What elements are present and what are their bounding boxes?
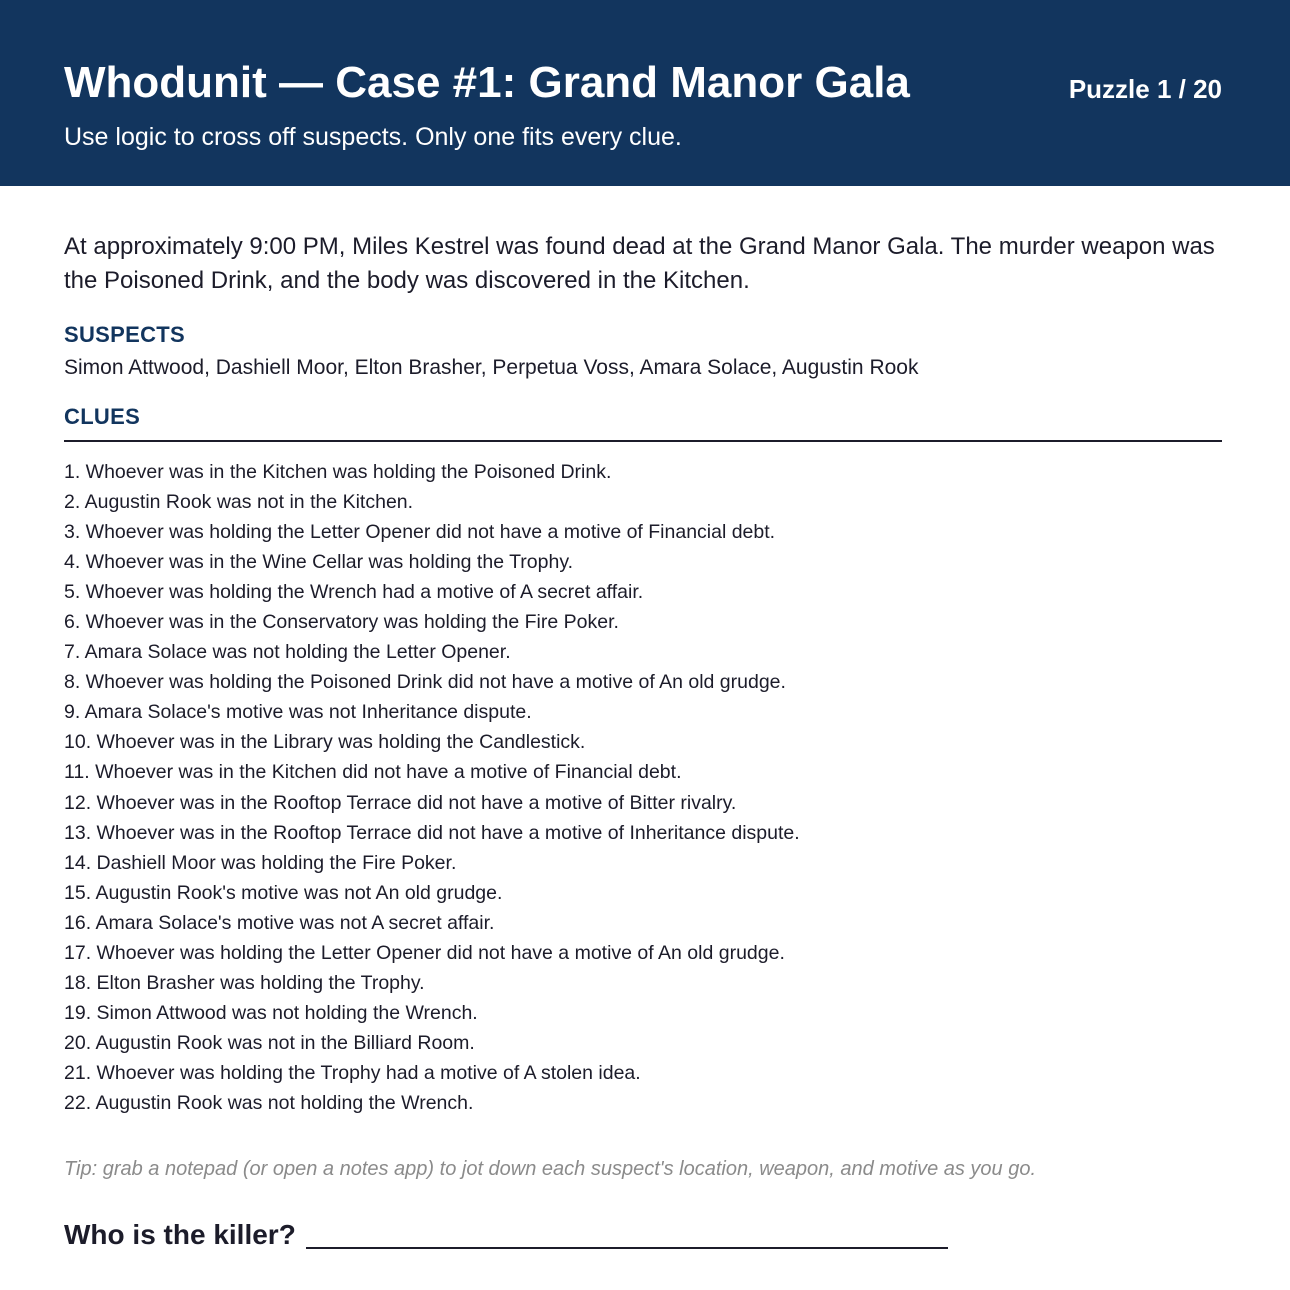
clue-item: 1. Whoever was in the Kitchen was holding the Poisoned Drink. [64, 461, 612, 483]
clue-item: 14. Dashiell Moor was holding the Fire Poker. [64, 851, 457, 874]
clue-item: 17. Whoever was holding the Letter Opener did not have a motive of An old grudge. [64, 941, 785, 964]
clue-item: 20. Augustin Rook was not in the Billiard Room. [64, 1031, 475, 1054]
page-subtitle: Use logic to cross off suspects. Only one fits every clue. [64, 123, 682, 151]
clues-divider [64, 440, 1222, 442]
clue-item: 21. Whoever was holding the Trophy had a motive of A stolen idea. [64, 1061, 641, 1084]
answer-blank[interactable] [306, 1219, 948, 1249]
suspects-list: Simon Attwood, Dashiell Moor, Elton Brasher, Perpetua Voss, Amara Solace, Augustin Rook [64, 356, 919, 379]
clue-item: 10. Whoever was in the Library was holding the Candlestick. [64, 731, 586, 754]
clue-item: 18. Elton Brasher was holding the Trophy. [64, 971, 425, 994]
clue-item: 13. Whoever was in the Rooftop Terrace did not have a motive of Inheritance dispute. [64, 821, 800, 844]
clue-item: 11. Whoever was in the Kitchen did not have a motive of Financial debt. [64, 761, 682, 784]
page-header [0, 0, 1290, 186]
clue-item: 6. Whoever was in the Conservatory was holding the Fire Poker. [64, 611, 619, 634]
clue-item: 3. Whoever was holding the Letter Opener did not have a motive of Financial debt. [64, 521, 776, 544]
clue-item: 7. Amara Solace was not holding the Letter Opener. [64, 641, 511, 664]
clues-heading: CLUES [64, 404, 141, 429]
clue-item: 2. Augustin Rook was not in the Kitchen. [64, 491, 414, 514]
answer-label: Who is the killer? [64, 1219, 296, 1251]
clue-item: 9. Amara Solace's motive was not Inheritance dispute. [64, 701, 532, 724]
clue-item: 4. Whoever was in the Wine Cellar was holding the Trophy. [64, 551, 574, 574]
suspects-heading: SUSPECTS [64, 322, 185, 347]
puzzle-counter: Puzzle 1 / 20 [1068, 74, 1222, 104]
clue-item: 8. Whoever was holding the Poisoned Drink did not have a motive of An old grudge. [64, 671, 786, 694]
clue-item: 22. Augustin Rook was not holding the Wrench. [64, 1091, 474, 1114]
answer-row [64, 1218, 1222, 1252]
tip-text: Tip: grab a notepad (or open a notes app) to jot down each suspect's location, weapon, and motive as you go. [64, 1158, 1037, 1181]
case-content [0, 230, 1290, 1252]
case-intro: At approximately 9:00 PM, Miles Kestrel was found dead at the Grand Manor Gala. The murder weapon was the Poisoned Drink, and the body was discovered in the Kitchen. [64, 233, 1215, 294]
page-title: Whodunit — Case #1: Grand Manor Gala [64, 58, 910, 107]
clue-item: 16. Amara Solace's motive was not A secret affair. [64, 911, 495, 934]
clue-item: 5. Whoever was holding the Wrench had a motive of A secret affair. [64, 581, 644, 604]
clue-item: 15. Augustin Rook's motive was not An old grudge. [64, 881, 503, 904]
clue-list [64, 457, 1222, 1118]
clue-item: 19. Simon Attwood was not holding the Wrench. [64, 1001, 478, 1024]
clue-item: 12. Whoever was in the Rooftop Terrace did not have a motive of Bitter rivalry. [64, 791, 737, 814]
